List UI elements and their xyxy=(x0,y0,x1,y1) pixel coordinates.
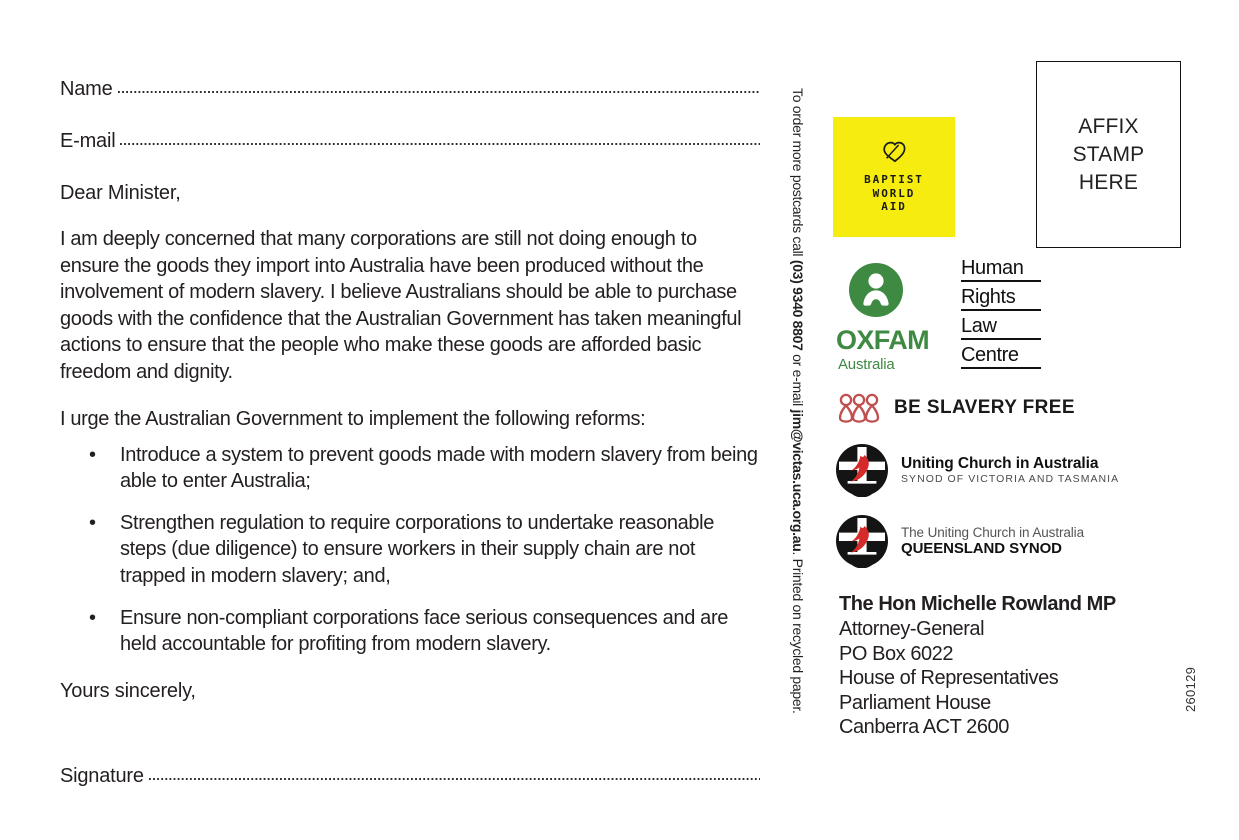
human-rights-law-centre-logo xyxy=(961,258,1041,369)
body-paragraph: I am deeply concerned that many corporations are still not doing enough to ensure the goods they import into Australia have been produced without the involvement of modern slavery. I believe Australians should be able to purchase goods with the confidence that the Australian Government has taken meaningful actions to ensure that the people who make these goods are afforded basic freedom and dignity. xyxy=(60,228,742,383)
be-slavery-free-logo xyxy=(837,392,1075,424)
reform-intro: I urge the Australian Government to implement the following reforms: xyxy=(60,407,646,430)
address-line-1: Attorney-General xyxy=(839,618,985,640)
uca-qld-synod: QUEENSLAND SYNOD xyxy=(901,540,1062,557)
stamp-line-3: HERE xyxy=(1078,170,1139,194)
hrlc-line-1: Human xyxy=(961,258,1041,282)
reform-list xyxy=(60,442,760,658)
uniting-church-victas-logo xyxy=(835,443,1119,497)
oxfam-person-icon xyxy=(848,262,904,318)
hrlc-line-3: Law xyxy=(961,316,1041,340)
be-slavery-free-wordmark: BE SLAVERY FREE xyxy=(894,397,1075,418)
print-code: 260129 xyxy=(1183,666,1198,712)
name-field-row[interactable] xyxy=(60,78,760,101)
order-note-middle: or e-mail xyxy=(790,350,806,410)
list-item xyxy=(60,442,760,495)
order-note-phone: (03) 9340 8807 xyxy=(790,259,806,351)
heart-leaf-icon xyxy=(881,140,907,164)
list-item-text: Strengthen regulation to require corporations to undertake reasonable steps (due diligence) to ensure workers in their supply chain are not trapped in modern slavery; and, xyxy=(120,511,715,587)
uniting-church-emblem-icon xyxy=(835,514,889,568)
oxfam-country-label: Australia xyxy=(838,356,895,373)
name-field-writeline[interactable] xyxy=(118,84,760,95)
order-note-suffix: . Printed on recycled paper. xyxy=(790,551,806,714)
email-field-label: E-mail xyxy=(60,130,116,152)
bwa-line-3: AID xyxy=(881,200,907,214)
address-side-panel xyxy=(833,0,1239,840)
bwa-line-2: WORLD xyxy=(872,186,916,200)
bullet-icon: • xyxy=(89,443,96,466)
oxfam-wordmark: OXFAM xyxy=(836,325,930,355)
three-people-icon xyxy=(837,392,881,424)
hrlc-line-4: Centre xyxy=(961,345,1041,369)
affix-stamp-box xyxy=(1036,61,1181,248)
recipient-address-block xyxy=(839,592,1169,740)
uca-qld-title: The Uniting Church in Australia xyxy=(901,525,1084,540)
address-line-2: PO Box 6022 xyxy=(839,642,954,665)
letter-panel xyxy=(60,78,760,788)
oxfam-australia-logo xyxy=(836,262,954,372)
bwa-line-1: BAPTIST xyxy=(864,173,924,187)
signature-field-row[interactable] xyxy=(60,765,760,788)
order-note-prefix: To order more postcards call xyxy=(790,88,806,260)
email-field-row[interactable] xyxy=(60,130,760,153)
address-line-3: House of Representatives xyxy=(839,667,1059,690)
signature-field-label: Signature xyxy=(60,764,144,787)
address-line-5: Canberra ACT 2600 xyxy=(839,716,1009,739)
list-item-text: Introduce a system to prevent goods made with modern slavery from being able to enter Australia; xyxy=(120,443,758,493)
list-item-text: Ensure non-compliant corporations face serious consequences and are held accountable for profiting from modern slavery. xyxy=(120,606,729,656)
bullet-icon: • xyxy=(89,606,96,629)
order-info-note xyxy=(787,88,809,768)
hrlc-line-2: Rights xyxy=(961,287,1041,311)
uca-victas-synod: SYNOD OF VICTORIA AND TASMANIA xyxy=(901,472,1120,485)
list-item xyxy=(60,510,760,590)
name-field-label: Name xyxy=(60,78,113,100)
signature-field-writeline[interactable] xyxy=(149,771,760,782)
address-line-4: Parliament House xyxy=(839,691,991,714)
order-note-email: jim@victas.uca.org.au xyxy=(790,409,806,552)
salutation: Dear Minister, xyxy=(60,182,181,204)
list-item xyxy=(60,605,760,658)
bullet-icon: • xyxy=(89,511,96,534)
uca-victas-title: Uniting Church in Australia xyxy=(901,454,1099,472)
baptist-world-aid-logo xyxy=(833,117,955,237)
uniting-church-emblem-icon xyxy=(835,443,889,497)
recipient-name: The Hon Michelle Rowland MP xyxy=(839,593,1116,615)
stamp-line-1: AFFIX xyxy=(1078,114,1139,138)
stamp-line-2: STAMP xyxy=(1072,142,1145,166)
email-field-writeline[interactable] xyxy=(120,136,760,147)
uniting-church-queensland-logo xyxy=(835,514,1084,568)
signoff: Yours sincerely, xyxy=(60,679,196,702)
